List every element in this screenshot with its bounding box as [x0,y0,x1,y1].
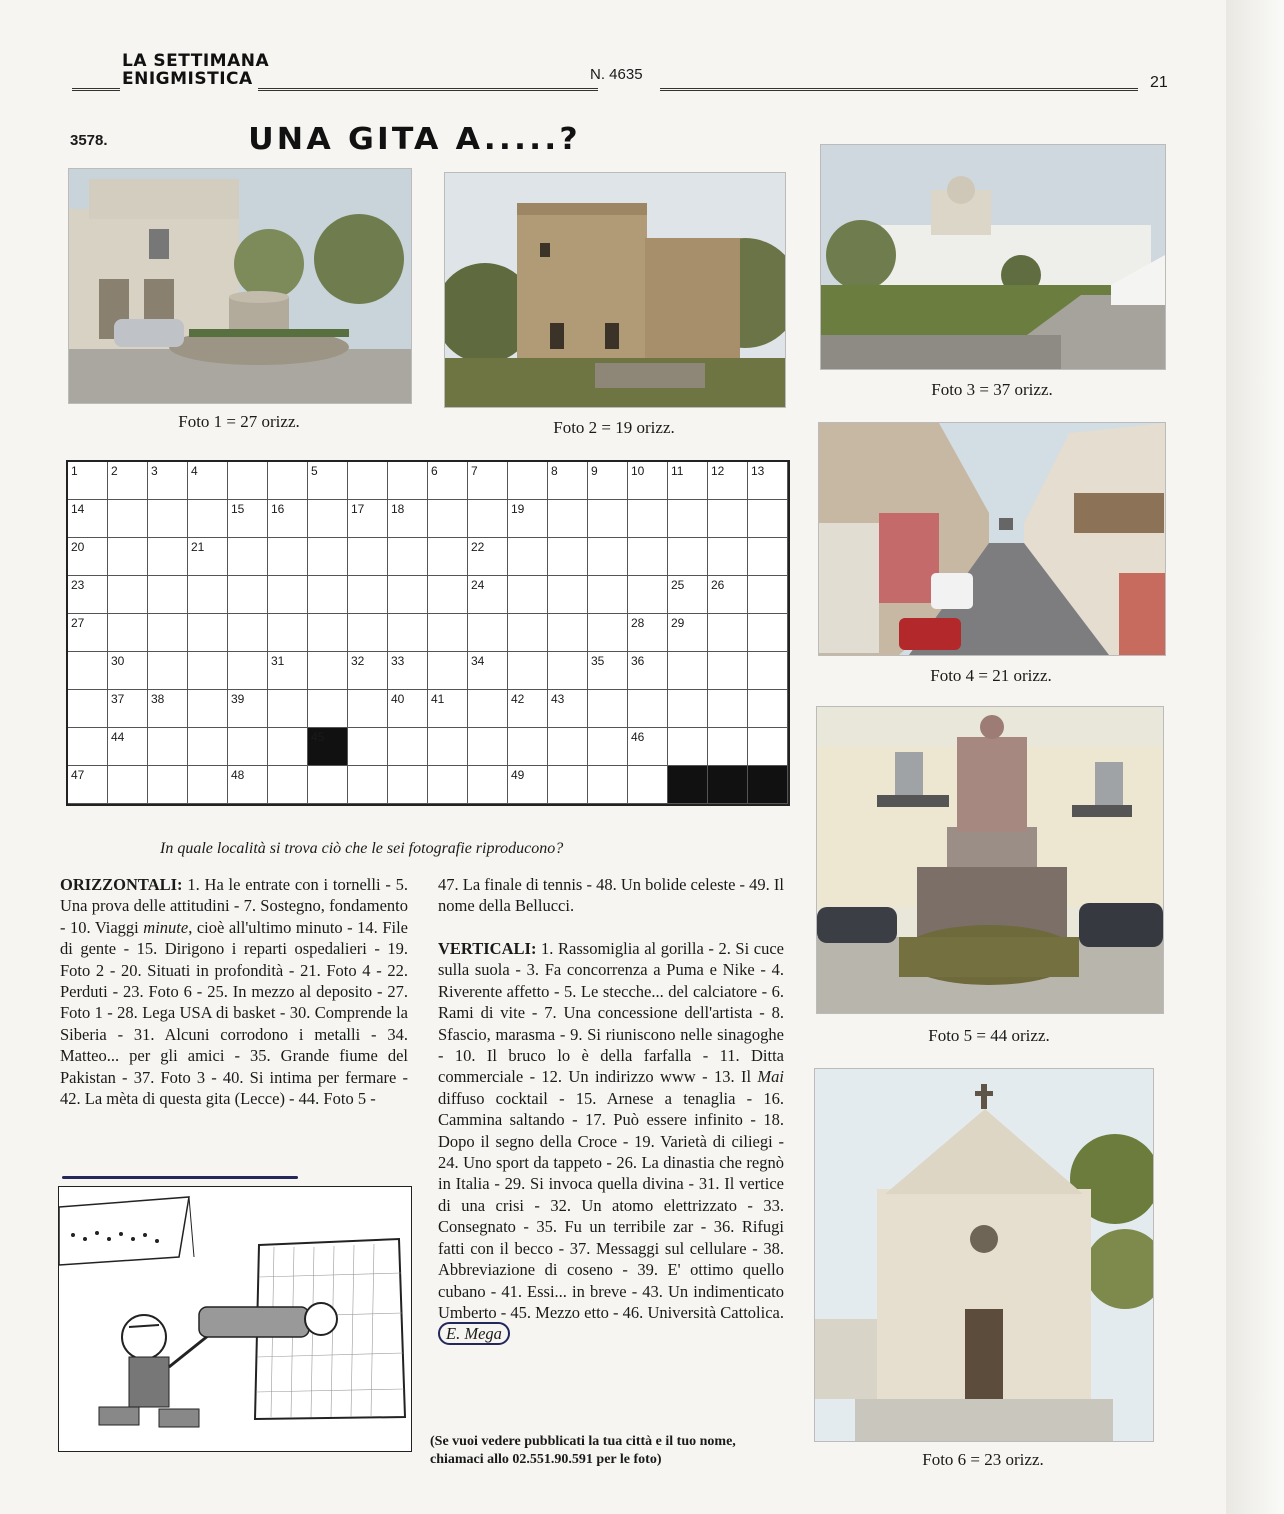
grid-cell-number: 12 [711,464,725,478]
grid-cell[interactable] [628,652,668,690]
grid-cell[interactable] [188,538,228,576]
grid-cell[interactable] [68,538,108,576]
grid-cell[interactable] [428,690,468,728]
grid-cell-number: 20 [71,540,85,554]
grid-cell[interactable] [588,614,628,652]
grid-cell-number: 46 [631,730,645,744]
grid-cell-number: 3 [151,464,158,478]
grid-cell[interactable] [668,538,708,576]
masthead-logo: LA SETTIMANA ENIGMISTICA [122,51,270,89]
masthead-rule-right [660,88,1138,91]
grid-cell[interactable] [548,538,588,576]
grid-cell[interactable] [308,690,348,728]
grid-cell[interactable] [468,576,508,614]
grid-cell[interactable] [188,500,228,538]
grid-cell[interactable] [548,728,588,766]
grid-cell[interactable] [268,614,308,652]
grid-cell-number: 41 [431,692,445,706]
grid-cell[interactable] [348,766,388,804]
grid-cell-number: 29 [671,616,685,630]
grid-cell[interactable] [348,614,388,652]
grid-cell[interactable] [388,538,428,576]
grid-cell[interactable] [348,690,388,728]
grid-cell[interactable] [228,652,268,690]
grid-cell[interactable] [468,538,508,576]
grid-cell[interactable] [108,690,148,728]
grid-cell[interactable] [428,766,468,804]
grid-cell-number: 33 [391,654,405,668]
grid-cell-number: 49 [511,768,525,782]
grid-cell[interactable] [628,614,668,652]
grid-cell-number: 9 [591,464,598,478]
verticali-text-a: 1. Rassomiglia al gorilla - 2. Si cuce sulla suola - 3. Fa concorrenza a Puma e Nike - 4. Riverente affetto - 5. Le stecche... del calciatore - 6. Rami di vite - 7. Una concessione dell'artista - 8. Sfascio, marasma - 9. Si riuniscono nelle sinagoghe - 10. Il bruco lo è della farfalla - 11. Ditta commerciale - 12. Un indirizzo www - 13. Il [438,939,785,1087]
grid-cell[interactable] [548,766,588,804]
grid-cell[interactable] [188,728,228,766]
grid-cell[interactable] [348,576,388,614]
grid-cell[interactable] [388,614,428,652]
grid-cell[interactable] [188,652,228,690]
grid-cell[interactable] [588,652,628,690]
grid-cell[interactable] [708,728,748,766]
grid-cell-number: 25 [671,578,685,592]
grid-cell[interactable] [188,766,228,804]
grid-cell[interactable] [268,690,308,728]
grid-cell[interactable] [388,500,428,538]
masthead-rule-left [72,88,120,91]
grid-cell-number: 35 [591,654,605,668]
grid-cell-number: 31 [271,654,285,668]
grid-cell[interactable] [628,576,668,614]
grid-cell[interactable] [228,690,268,728]
grid-cell[interactable] [748,500,788,538]
grid-cell[interactable] [548,462,588,500]
grid-cell[interactable] [428,728,468,766]
grid-cell[interactable] [508,728,548,766]
grid-cell[interactable] [228,462,268,500]
grid-cell[interactable] [228,614,268,652]
grid-cell[interactable] [508,614,548,652]
grid-cell[interactable] [628,728,668,766]
orizzontali-text-b: , cioè all'ultimo minuto - 14. File di gente - 15. Dirigono i reparti ospedalieri - 19. Foto 2 - 20. Situati in profondità - 21. Foto 4 - 22. Perduti - 23. Foto 6 - 25. In mezzo al deposito - 27. Foto 1 - 28. Lega USA di basket - 30. Comprende la Siberia - 31. Alcuni corrodono i metalli - 34. Matteo... per gli amici - 35. Grande fiume del Pakistan - 37. Foto 3 - 40. Si intima per fermare - 42. La mèta di questa gita (Lecce) - 44. Foto 5 - [60,917,408,1109]
pen-underline-mark [62,1176,298,1179]
grid-cell[interactable] [588,766,628,804]
grid-cell[interactable] [428,500,468,538]
grid-cell[interactable] [708,652,748,690]
grid-cell[interactable] [348,652,388,690]
grid-cell-number: 16 [271,502,285,516]
grid-cell[interactable] [308,538,348,576]
crossword-grid [66,460,790,806]
grid-cell[interactable] [68,690,108,728]
grid-cell[interactable] [668,576,708,614]
photo-6-church [814,1068,1154,1442]
question-text: In quale località si trova ciò che le sei fotografie riproducono? [160,840,564,857]
grid-cell[interactable] [548,500,588,538]
orizzontali-italic: minute [143,917,189,937]
grid-cell-number: 28 [631,616,645,630]
clues-verticali [438,938,784,1345]
grid-cell[interactable] [748,766,788,804]
grid-cell[interactable] [588,576,628,614]
grid-cell[interactable] [108,576,148,614]
grid-cell[interactable] [388,766,428,804]
grid-cell[interactable] [188,462,228,500]
grid-cell[interactable] [708,538,748,576]
grid-cell-number: 1 [71,464,78,478]
grid-cell-number: 40 [391,692,405,706]
grid-cell[interactable] [628,462,668,500]
grid-cell-number: 7 [471,464,478,478]
grid-cell-number: 30 [111,654,125,668]
grid-cell[interactable] [668,652,708,690]
grid-cell[interactable] [468,462,508,500]
grid-cell-number: 22 [471,540,485,554]
grid-cell[interactable] [508,690,548,728]
grid-cell[interactable] [468,614,508,652]
grid-cell-number: 21 [191,540,205,554]
grid-cell[interactable] [268,766,308,804]
grid-cell-number: 15 [231,502,245,516]
grid-cell-number: 8 [551,464,558,478]
grid-cell[interactable] [228,538,268,576]
grid-cell[interactable] [268,462,308,500]
grid-cell[interactable] [588,690,628,728]
puzzle-number: 3578. [70,132,108,149]
grid-cell[interactable] [188,690,228,728]
grid-cell[interactable] [268,652,308,690]
grid-cell[interactable] [708,576,748,614]
grid-cell[interactable] [588,538,628,576]
grid-cell[interactable] [308,462,348,500]
grid-cell[interactable] [148,576,188,614]
grid-cell[interactable] [108,500,148,538]
grid-cell[interactable] [388,690,428,728]
grid-cell[interactable] [308,576,348,614]
grid-cell[interactable] [628,500,668,538]
grid-cell[interactable] [68,576,108,614]
page-number: 21 [1150,74,1168,91]
grid-cell[interactable] [68,766,108,804]
grid-cell[interactable] [268,538,308,576]
grid-cell[interactable] [188,576,228,614]
grid-cell[interactable] [308,500,348,538]
grid-cell[interactable] [748,462,788,500]
grid-cell[interactable] [508,500,548,538]
grid-cell[interactable] [628,766,668,804]
footer-note: (Se vuoi vedere pubblicati la tua città e il tuo nome, chiamaci allo 02.551.90.591 per le foto) [430,1434,736,1467]
grid-cell-number: 42 [511,692,525,706]
grid-cell[interactable] [668,462,708,500]
grid-cell[interactable] [108,538,148,576]
grid-cell[interactable] [508,538,548,576]
grid-cell[interactable] [148,462,188,500]
grid-cell[interactable] [148,652,188,690]
photo-3-caption: Foto 3 = 37 orizz. [931,380,1053,399]
grid-cell[interactable] [428,462,468,500]
grid-cell[interactable] [308,728,348,766]
grid-cell[interactable] [348,728,388,766]
clues-orizzontali [60,874,408,1109]
grid-cell[interactable] [748,690,788,728]
grid-cell-number: 17 [351,502,365,516]
grid-cell[interactable] [748,538,788,576]
grid-cell[interactable] [228,500,268,538]
grid-cell[interactable] [588,500,628,538]
grid-cell[interactable] [308,766,348,804]
grid-cell-number: 47 [71,768,85,782]
grid-cell[interactable] [108,614,148,652]
grid-cell[interactable] [508,766,548,804]
photo-2-caption: Foto 2 = 19 orizz. [553,418,675,437]
grid-cell[interactable] [628,690,668,728]
grid-cell[interactable] [388,652,428,690]
grid-cell[interactable] [388,462,428,500]
grid-cell[interactable] [148,500,188,538]
grid-cell[interactable] [468,766,508,804]
photo-4-caption: Foto 4 = 21 orizz. [930,666,1052,685]
grid-cell[interactable] [468,728,508,766]
grid-cell-number: 26 [711,578,725,592]
grid-cell[interactable] [428,576,468,614]
grid-cell[interactable] [588,462,628,500]
grid-cell-number: 45 [311,730,325,744]
grid-cell-number: 5 [311,464,318,478]
grid-cell-number: 44 [111,730,125,744]
photo-1-piazza [68,168,412,404]
verticali-heading: VERTICALI: [438,939,537,958]
grid-cell[interactable] [228,766,268,804]
grid-cell[interactable] [268,728,308,766]
grid-cell[interactable] [708,500,748,538]
grid-cell-number: 14 [71,502,85,516]
grid-cell[interactable] [388,728,428,766]
grid-cell-number: 24 [471,578,485,592]
orizzontali-text-a: 1. Ha le entrate con i tornelli - 5. Una prova delle attitudini - 7. Sostegno, fondamento - 10. Viaggi [60,875,409,937]
grid-cell[interactable] [308,614,348,652]
grid-cell-number: 2 [111,464,118,478]
verticali-italic: Mai [757,1067,784,1087]
grid-cell[interactable] [548,576,588,614]
grid-cell[interactable] [108,766,148,804]
photo-5-caption: Foto 5 = 44 orizz. [928,1026,1050,1045]
grid-cell-number: 18 [391,502,405,516]
grid-cell-number: 48 [231,768,245,782]
photo-3-town [820,144,1166,370]
grid-cell-number: 39 [231,692,245,706]
masthead-rule-mid [258,88,598,91]
grid-cell[interactable] [148,728,188,766]
grid-cell-number: 4 [191,464,198,478]
grid-cell[interactable] [748,576,788,614]
grid-cell[interactable] [468,500,508,538]
grid-cell-number: 38 [151,692,165,706]
grid-cell[interactable] [68,652,108,690]
grid-cell[interactable] [228,728,268,766]
author-credit: E. Mega [438,1322,510,1345]
grid-cell[interactable] [348,538,388,576]
grid-cell[interactable] [148,690,188,728]
grid-cell[interactable] [188,614,228,652]
verticali-text-b: diffuso cocktail - 15. Arnese a tenaglia - 16. Cammina saltando - 17. Può essere infinito - 18. Dopo il segno della Croce - 19. Varietà di ciliegi - 24. Uno sport da tappeto - 26. La dinastia che regnò in Italia - 29. Si invoca quella divina - 31. Il vertice di una crisi - 32. Un atomo elettrizzato - 33. Consegnato - 35. Fu un terribile zar - 36. Rifugi fatti con il becco - 37. Messaggi sul cellulare - 38. Abbreviazione di coseno - 39. E' ottimo quello cubano - 41. Essi... in breve - 43. Un indimenticato Umberto - 45. Mezzo etto - 46. Università Cattolica. [438,1088,784,1322]
grid-cell[interactable] [668,728,708,766]
grid-cell[interactable] [228,576,268,614]
grid-cell[interactable] [508,462,548,500]
grid-cell[interactable] [148,614,188,652]
clues-orizzontali-continued: 47. La finale di tennis - 48. Un bolide celeste - 49. Il nome della Bellucci. [438,875,784,916]
grid-cell[interactable] [428,614,468,652]
grid-cell-number: 43 [551,692,565,706]
grid-cell-number: 23 [71,578,85,592]
grid-cell[interactable] [348,462,388,500]
grid-cell[interactable] [548,652,588,690]
grid-cell[interactable] [308,652,348,690]
grid-cell[interactable] [68,462,108,500]
grid-cell[interactable] [588,728,628,766]
grid-cell-number: 32 [351,654,365,668]
grid-cell[interactable] [628,538,668,576]
grid-cell[interactable] [268,500,308,538]
grid-cell[interactable] [108,462,148,500]
grid-cell-number: 37 [111,692,125,706]
grid-cell-number: 11 [671,464,684,478]
grid-cell[interactable] [668,500,708,538]
grid-cell[interactable] [468,652,508,690]
photo-4-street [818,422,1166,656]
grid-cell[interactable] [468,690,508,728]
grid-cell[interactable] [268,576,308,614]
grid-cell[interactable] [548,614,588,652]
grid-cell-number: 13 [751,464,765,478]
photo-1-caption: Foto 1 = 27 orizz. [178,412,300,431]
grid-cell[interactable] [68,500,108,538]
page-edge [1226,0,1284,1514]
grid-cell[interactable] [708,766,748,804]
grid-cell[interactable] [148,538,188,576]
grid-cell[interactable] [348,500,388,538]
grid-cell[interactable] [428,652,468,690]
photo-6-caption: Foto 6 = 23 orizz. [922,1450,1044,1469]
cartoon-goalkeeper [58,1186,412,1452]
grid-cell[interactable] [668,614,708,652]
grid-cell[interactable] [68,728,108,766]
grid-cell[interactable] [708,614,748,652]
grid-cell-number: 34 [471,654,485,668]
grid-cell[interactable] [508,652,548,690]
grid-cell[interactable] [388,576,428,614]
grid-cell[interactable] [668,690,708,728]
grid-cell-number: 36 [631,654,645,668]
grid-cell-number: 10 [631,464,645,478]
grid-cell[interactable] [508,576,548,614]
grid-cell[interactable] [748,614,788,652]
grid-cell[interactable] [148,766,188,804]
grid-cell[interactable] [428,538,468,576]
orizzontali-heading: ORIZZONTALI: [60,875,183,894]
issue-number: N. 4635 [590,66,643,83]
grid-cell[interactable] [668,766,708,804]
grid-cell[interactable] [708,462,748,500]
grid-cell[interactable] [748,728,788,766]
photo-2-tower [444,172,786,408]
grid-cell-number: 19 [511,502,525,516]
grid-cell[interactable] [108,728,148,766]
grid-cell[interactable] [548,690,588,728]
puzzle-title: UNA GITA A.....? [248,122,581,157]
grid-cell[interactable] [68,614,108,652]
grid-cell-number: 6 [431,464,438,478]
photo-5-monument [816,706,1164,1014]
grid-cell-number: 27 [71,616,85,630]
grid-cell[interactable] [708,690,748,728]
grid-cell[interactable] [108,652,148,690]
grid-cell[interactable] [748,652,788,690]
